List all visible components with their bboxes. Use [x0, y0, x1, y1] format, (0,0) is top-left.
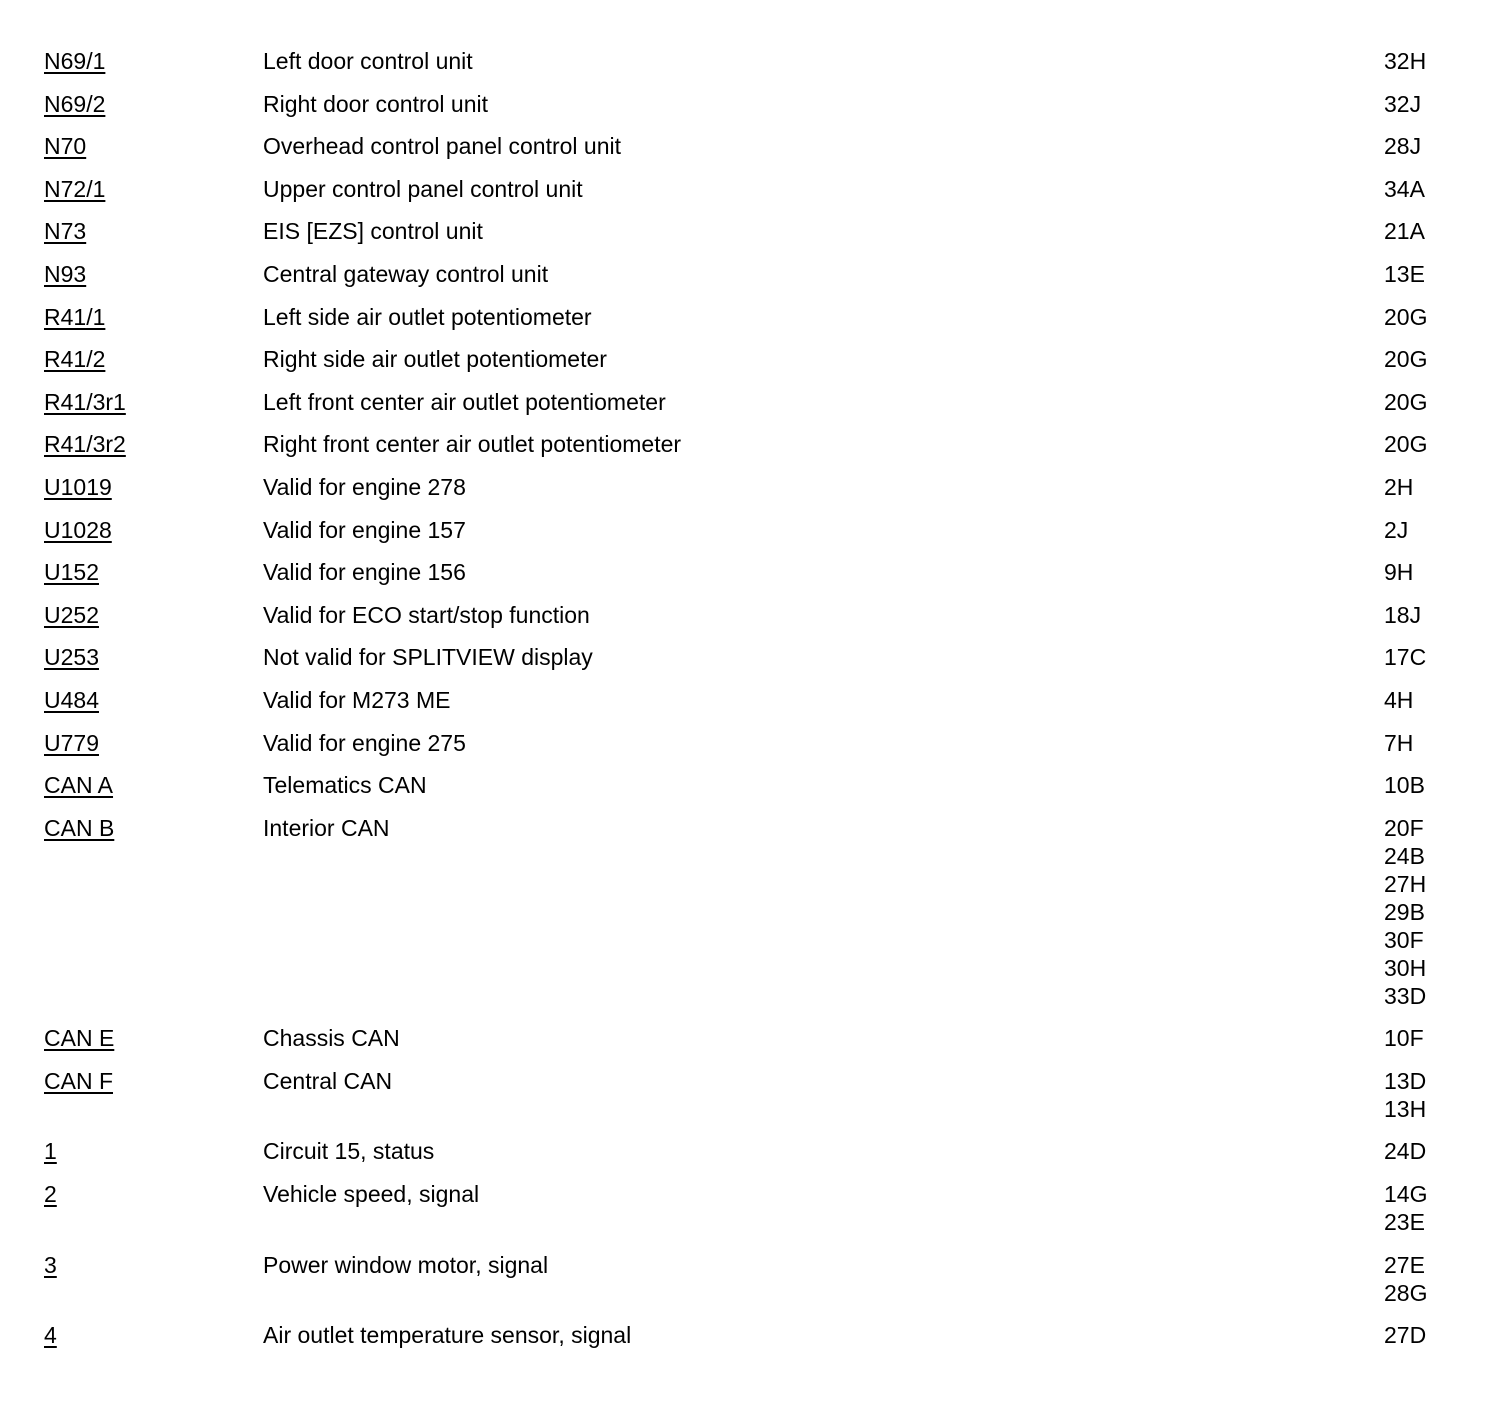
component-code-link[interactable]: 1: [44, 1138, 57, 1165]
component-description: Left front center air outlet potentiometer: [263, 388, 666, 415]
grid-reference: 20F: [1384, 814, 1424, 841]
grid-references: [1384, 1180, 1444, 1236]
component-description: Valid for ECO start/stop function: [263, 601, 590, 628]
grid-reference: 21A: [1384, 218, 1425, 245]
grid-references: [1384, 217, 1444, 245]
component-description: Valid for engine 157: [263, 516, 466, 543]
component-description: Valid for engine 275: [263, 729, 466, 756]
grid-reference: 30H: [1384, 954, 1427, 981]
grid-references: [1384, 90, 1444, 118]
component-code-link[interactable]: N93: [44, 260, 87, 287]
component-code-link[interactable]: CAN B: [44, 814, 115, 841]
component-code-link[interactable]: U779: [44, 729, 99, 756]
component-code-link[interactable]: U1028: [44, 516, 112, 543]
grid-reference: 32J: [1384, 90, 1422, 117]
legend-row: [44, 558, 1444, 586]
component-description: Not valid for SPLITVIEW display: [263, 644, 593, 671]
grid-references: [1384, 814, 1444, 1010]
grid-references: [1384, 516, 1444, 544]
legend-row: [44, 1137, 1444, 1165]
legend-row: [44, 771, 1444, 799]
grid-references: [1384, 643, 1444, 671]
grid-reference: 2J: [1384, 516, 1409, 543]
grid-references: [1384, 473, 1444, 501]
grid-references: [1384, 1137, 1444, 1165]
component-code-link[interactable]: U152: [44, 559, 99, 586]
component-code-link[interactable]: CAN A: [44, 772, 114, 799]
legend-row: [44, 1321, 1444, 1349]
component-code-link[interactable]: R41/3r1: [44, 388, 126, 415]
legend-row: [44, 430, 1444, 458]
grid-reference: 7H: [1384, 729, 1414, 756]
grid-references: [1384, 1321, 1444, 1349]
component-code-link[interactable]: 4: [44, 1322, 57, 1349]
grid-references: [1384, 729, 1444, 757]
component-code-link[interactable]: R41/3r2: [44, 431, 126, 458]
legend-row: [44, 686, 1444, 714]
component-description: Upper control panel control unit: [263, 175, 583, 202]
grid-reference: 10B: [1384, 772, 1425, 799]
grid-reference: 27E: [1384, 1251, 1425, 1278]
grid-references: [1384, 1067, 1444, 1123]
legend-row: [44, 1024, 1444, 1052]
legend-row: [44, 814, 1444, 1010]
component-code-link[interactable]: N70: [44, 133, 87, 160]
legend-row: [44, 175, 1444, 203]
component-code-link[interactable]: CAN F: [44, 1067, 113, 1094]
grid-reference: 20G: [1384, 388, 1428, 415]
legend-row: [44, 47, 1444, 75]
component-code-link[interactable]: CAN E: [44, 1025, 115, 1052]
component-legend-list: [44, 47, 1444, 1364]
legend-row: [44, 729, 1444, 757]
component-description: Central CAN: [263, 1067, 393, 1094]
grid-reference: 9H: [1384, 559, 1414, 586]
component-description: Right front center air outlet potentiometer: [263, 431, 682, 458]
grid-reference: 27H: [1384, 870, 1427, 897]
grid-references: [1384, 303, 1444, 331]
grid-reference: 17C: [1384, 644, 1427, 671]
legend-row: [44, 1067, 1444, 1123]
grid-references: [1384, 345, 1444, 373]
grid-reference: 18J: [1384, 601, 1422, 628]
grid-reference: 34A: [1384, 175, 1425, 202]
legend-row: [44, 1251, 1444, 1307]
grid-references: [1384, 430, 1444, 458]
grid-references: [1384, 260, 1444, 288]
component-description: Valid for engine 278: [263, 473, 466, 500]
grid-references: [1384, 175, 1444, 203]
component-description: Circuit 15, status: [263, 1138, 435, 1165]
grid-reference: 13H: [1384, 1095, 1427, 1122]
grid-reference: 30F: [1384, 926, 1424, 953]
grid-references: [1384, 601, 1444, 629]
component-code-link[interactable]: U484: [44, 686, 99, 713]
component-code-link[interactable]: N73: [44, 218, 87, 245]
grid-reference: 20G: [1384, 346, 1428, 373]
component-description: Right door control unit: [263, 90, 489, 117]
legend-row: [44, 132, 1444, 160]
component-description: Telematics CAN: [263, 772, 427, 799]
grid-references: [1384, 47, 1444, 75]
legend-row: [44, 388, 1444, 416]
grid-references: [1384, 388, 1444, 416]
component-description: Right side air outlet potentiometer: [263, 346, 607, 373]
grid-references: [1384, 771, 1444, 799]
component-description: Overhead control panel control unit: [263, 133, 621, 160]
component-description: Valid for engine 156: [263, 559, 466, 586]
grid-reference: 2H: [1384, 473, 1414, 500]
component-code-link[interactable]: U252: [44, 601, 99, 628]
component-description: Power window motor, signal: [263, 1251, 549, 1278]
legend-row: [44, 516, 1444, 544]
component-description: Air outlet temperature sensor, signal: [263, 1322, 632, 1349]
grid-reference: 27D: [1384, 1322, 1427, 1349]
grid-references: [1384, 1024, 1444, 1052]
component-code-link[interactable]: N69/2: [44, 90, 106, 117]
component-description: Vehicle speed, signal: [263, 1181, 480, 1208]
legend-row: [44, 260, 1444, 288]
component-code-link[interactable]: R41/1: [44, 303, 106, 330]
grid-reference: 24D: [1384, 1138, 1427, 1165]
legend-row: [44, 1180, 1444, 1236]
component-description: Interior CAN: [263, 814, 390, 841]
grid-reference: 33D: [1384, 982, 1427, 1009]
component-code-link[interactable]: U1019: [44, 473, 112, 500]
component-description: Chassis CAN: [263, 1025, 400, 1052]
legend-row: [44, 90, 1444, 118]
legend-row: [44, 217, 1444, 245]
component-description: Central gateway control unit: [263, 260, 549, 287]
legend-row: [44, 345, 1444, 373]
component-description: Left side air outlet potentiometer: [263, 303, 592, 330]
grid-references: [1384, 558, 1444, 586]
legend-row: [44, 643, 1444, 671]
grid-reference: 20G: [1384, 303, 1428, 330]
grid-reference: 4H: [1384, 686, 1414, 713]
component-code-link[interactable]: R41/2: [44, 346, 106, 373]
grid-reference: 10F: [1384, 1025, 1424, 1052]
grid-reference: 13E: [1384, 260, 1425, 287]
component-description: EIS [EZS] control unit: [263, 218, 483, 245]
grid-reference: 13D: [1384, 1067, 1427, 1094]
component-code-link[interactable]: 3: [44, 1251, 57, 1278]
grid-reference: 24B: [1384, 842, 1425, 869]
component-code-link[interactable]: N72/1: [44, 175, 106, 202]
component-description: Left door control unit: [263, 48, 473, 74]
component-code-link[interactable]: 2: [44, 1181, 57, 1208]
grid-reference: 14G: [1384, 1181, 1428, 1208]
legend-row: [44, 601, 1444, 629]
legend-row: [44, 303, 1444, 331]
component-description: Valid for M273 ME: [263, 686, 451, 713]
grid-reference: 20G: [1384, 431, 1428, 458]
component-code-link[interactable]: N69/1: [44, 48, 106, 74]
grid-references: [1384, 1251, 1444, 1307]
grid-reference: 28G: [1384, 1279, 1428, 1306]
grid-reference: 23E: [1384, 1209, 1425, 1236]
grid-reference: 29B: [1384, 898, 1425, 925]
legend-row: [44, 473, 1444, 501]
grid-references: [1384, 686, 1444, 714]
grid-reference: 28J: [1384, 133, 1422, 160]
component-code-link[interactable]: U253: [44, 644, 99, 671]
grid-references: [1384, 132, 1444, 160]
grid-reference: 32H: [1384, 48, 1427, 74]
